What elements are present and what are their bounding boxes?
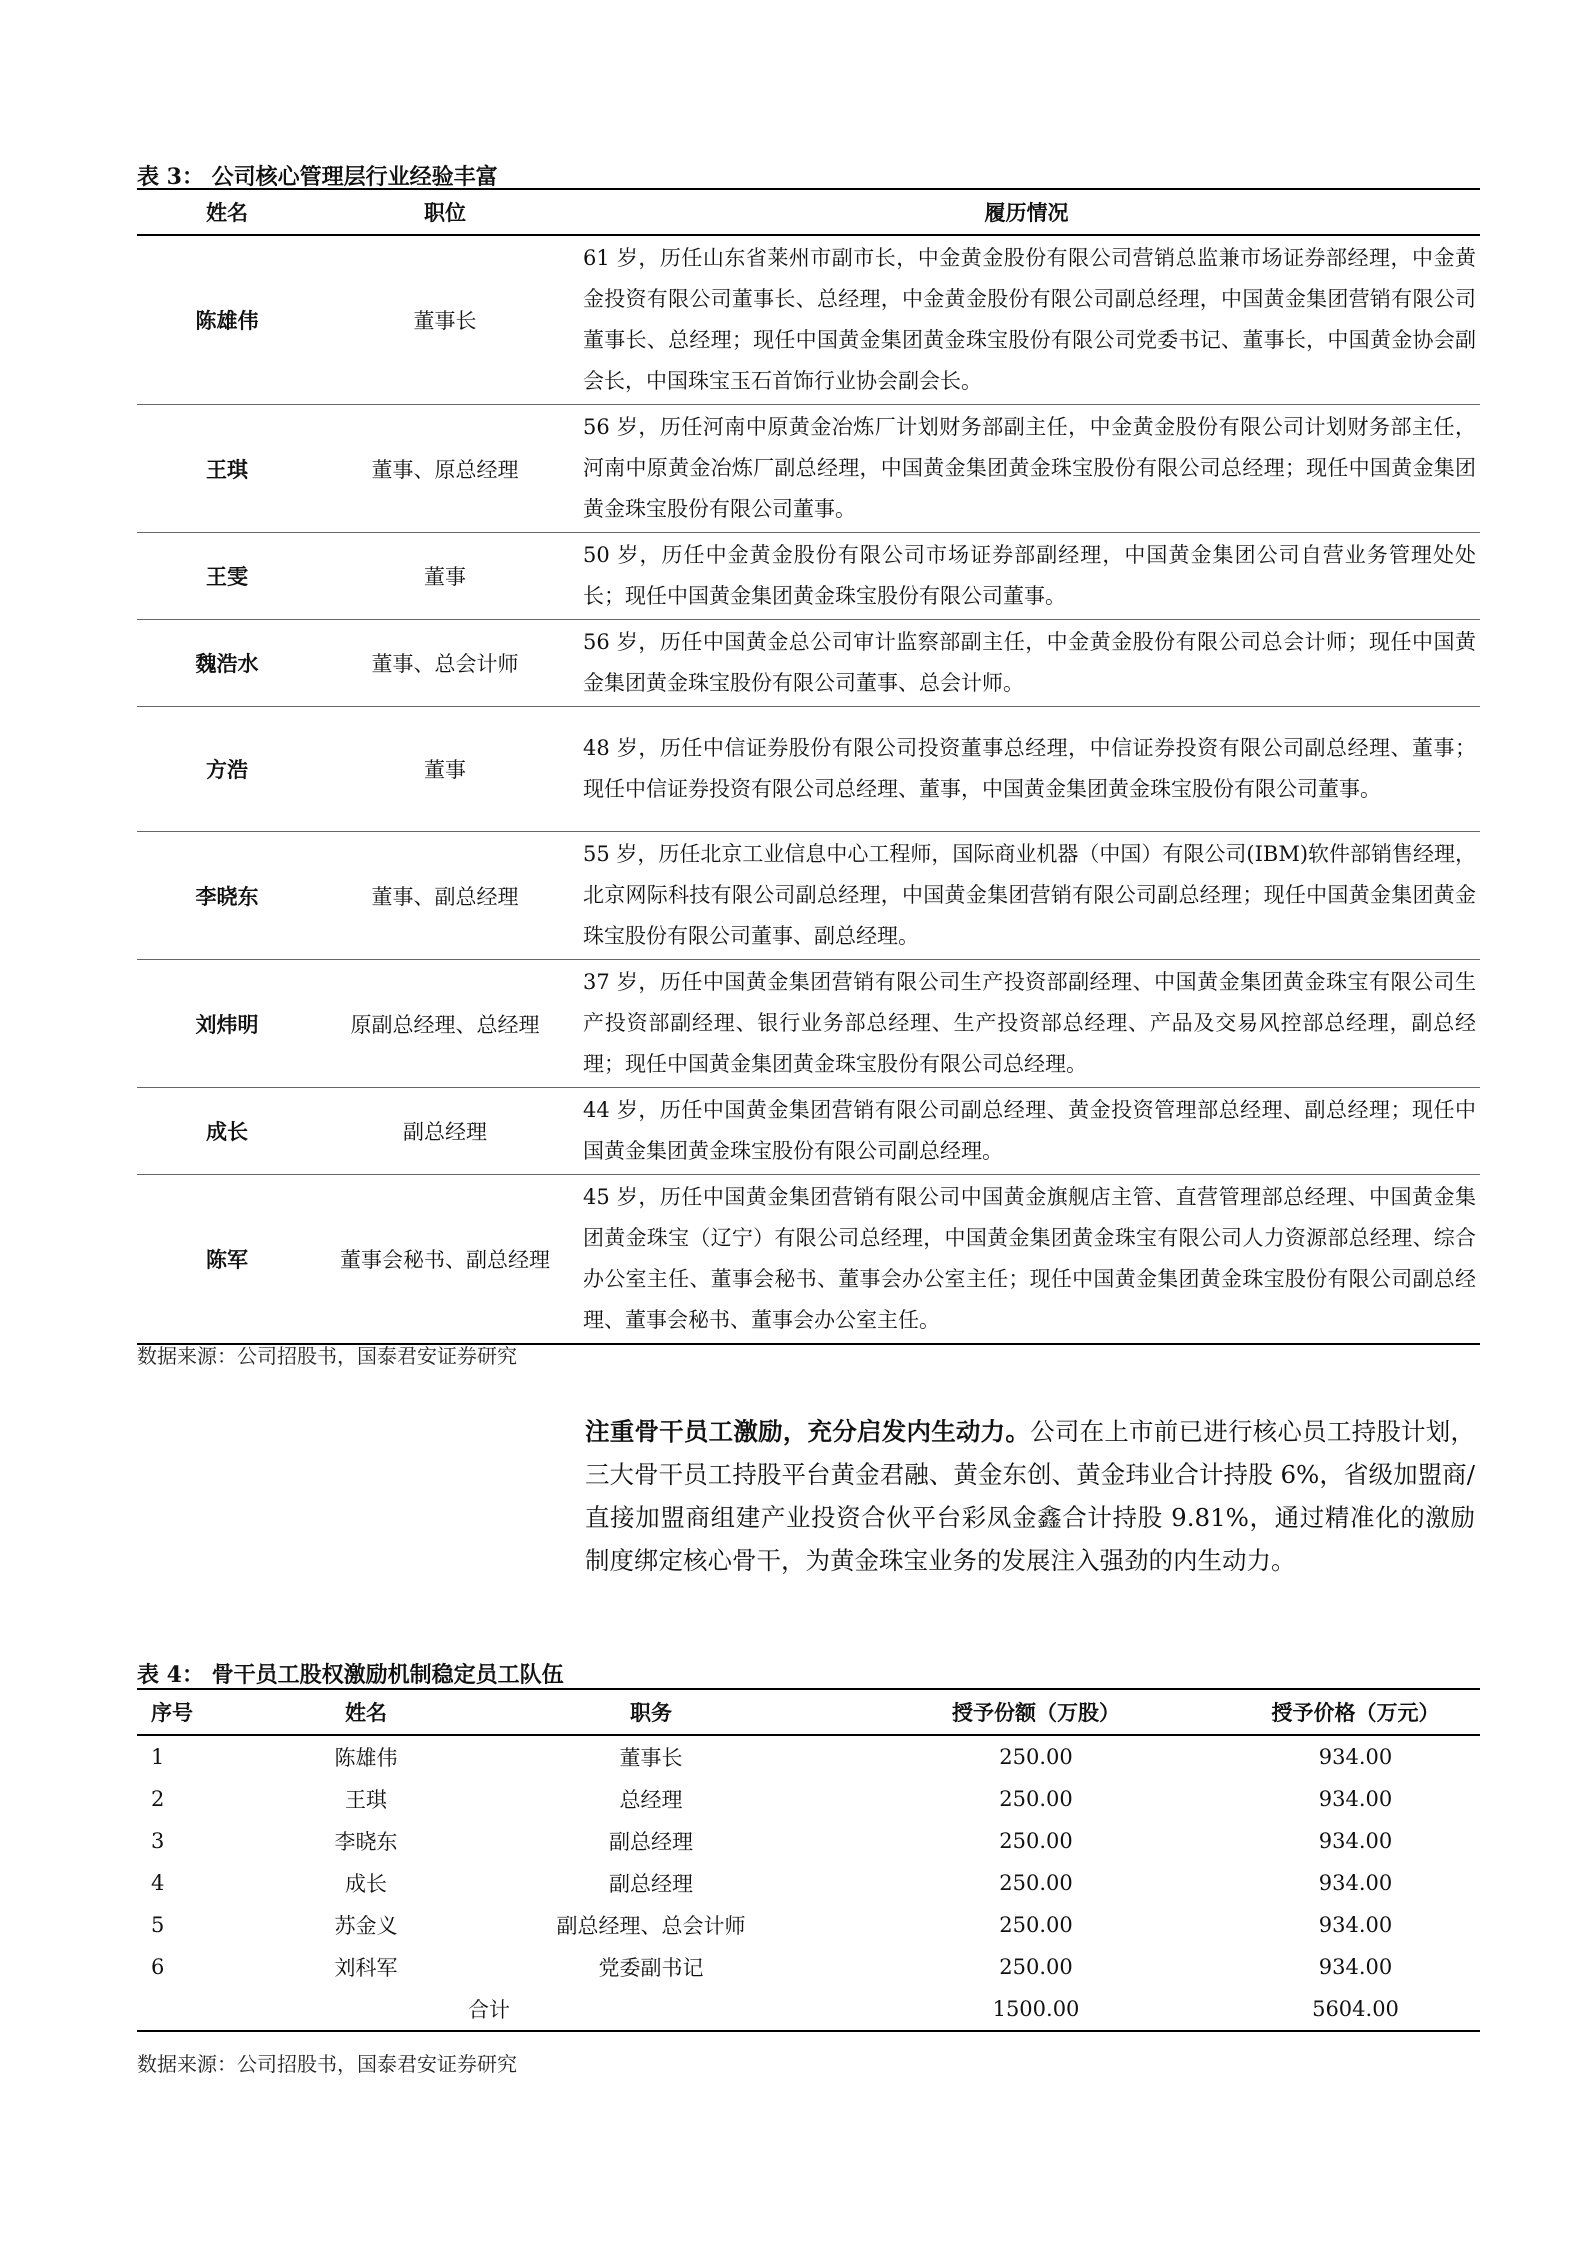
header-seq: 序号 xyxy=(151,1700,193,1725)
person-position: 董事、副总经理 xyxy=(371,884,519,909)
person-resume: 55 岁，历任北京工业信息中心工程师，国际商业机器（中国）有限公司(IBM)软件部销售经理，北京网际科技有限公司副总经理，中国黄金集团营销有限公司副总经理；现任中国黄金集团黄金珠宝股份有限公司董事、副总经理。 xyxy=(583,842,1477,948)
body-paragraph xyxy=(585,1410,1475,1582)
table-row xyxy=(137,832,1480,960)
person-resume: 37 岁，历任中国黄金集团营销有限公司生产投资部副经理、中国黄金集团黄金珠宝有限公司生产投资部副经理、银行业务部总经理、生产投资部总经理、产品及交易风控部总经理，副总经理；现任中国黄金集团黄金珠宝股份有限公司总经理。 xyxy=(583,970,1476,1076)
person-name: 王琪 xyxy=(206,456,248,482)
table-row xyxy=(137,1778,1480,1820)
row-name: 王琪 xyxy=(345,1788,387,1812)
header-position: 职位 xyxy=(424,200,466,225)
person-position: 董事 xyxy=(424,758,466,782)
header-job: 职务 xyxy=(630,1700,672,1725)
row-job: 副总经理 xyxy=(609,1872,693,1896)
paragraph-text: 公司在上市前已进行核心员工持股计划，三大骨干员工持股平台黄金君融、黄金东创、黄金玮业合计持股 6%，省级加盟商/直接加盟商组建产业投资合伙平台彩凤金鑫合计持股 9.81%，通过精准化的激励制度绑定核心骨干，为黄金珠宝业务的发展注入强劲的内生动力。 xyxy=(585,1417,1476,1575)
table-row xyxy=(137,405,1480,533)
total-row xyxy=(137,1988,1480,2031)
row-seq: 3 xyxy=(151,1829,165,1853)
person-resume: 48 岁，历任中信证券股份有限公司投资董事总经理，中信证券投资有限公司副总经理、董事；现任中信证券投资有限公司总经理、董事，中国黄金集团黄金珠宝股份有限公司董事。 xyxy=(583,736,1476,801)
row-seq: 2 xyxy=(151,1787,165,1811)
table3-source: 数据来源：公司招股书，国泰君安证券研究 xyxy=(137,1344,517,1368)
person-position: 董事、总会计师 xyxy=(371,652,519,676)
person-resume: 56 岁，历任河南中原黄金冶炼厂计划财务部副主任，中金黄金股份有限公司计划财务部主任，河南中原黄金冶炼厂副总经理，中国黄金集团黄金珠宝股份有限公司总经理；现任中国黄金集团黄金珠宝股份有限公司董事。 xyxy=(583,415,1476,521)
table-row xyxy=(137,1862,1480,1904)
row-name: 成长 xyxy=(345,1872,387,1896)
table4-source: 数据来源：公司招股书，国泰君安证券研究 xyxy=(137,2052,517,2076)
total-price: 5604.00 xyxy=(1312,1997,1399,2021)
row-price: 934.00 xyxy=(1318,1913,1393,1937)
person-name: 王雯 xyxy=(206,564,248,589)
row-price: 934.00 xyxy=(1318,1871,1393,1895)
row-name: 李晓东 xyxy=(334,1830,398,1854)
management-table xyxy=(137,188,1480,1345)
table-row xyxy=(137,1946,1480,1988)
table-row xyxy=(137,1904,1480,1946)
table-row xyxy=(137,533,1480,620)
person-name: 方浩 xyxy=(206,757,248,782)
row-shares: 250.00 xyxy=(999,1913,1073,1937)
person-resume: 50 岁，历任中金黄金股份有限公司市场证券部副经理，中国黄金集团公司自营业务管理处处长；现任中国黄金集团黄金珠宝股份有限公司董事。 xyxy=(583,543,1476,608)
incentive-table xyxy=(137,1688,1480,2032)
row-job: 副总经理 xyxy=(609,1830,693,1854)
person-position: 董事长 xyxy=(413,309,477,333)
person-resume: 44 岁，历任中国黄金集团营销有限公司副总经理、黄金投资管理部总经理、副总经理；现任中国黄金集团黄金珠宝股份有限公司副总经理。 xyxy=(583,1098,1476,1163)
row-price: 934.00 xyxy=(1318,1829,1393,1853)
row-job: 总经理 xyxy=(619,1788,683,1812)
total-shares: 1500.00 xyxy=(992,1997,1080,2021)
table-row xyxy=(137,1088,1480,1175)
person-name: 李晓东 xyxy=(195,883,259,909)
header-name: 姓名 xyxy=(206,200,248,225)
row-job: 董事长 xyxy=(619,1746,683,1770)
total-label: 合计 xyxy=(468,1998,510,2022)
row-shares: 250.00 xyxy=(999,1745,1073,1769)
table-header-row xyxy=(137,189,1480,235)
row-seq: 6 xyxy=(151,1955,165,1979)
row-shares: 250.00 xyxy=(999,1787,1073,1811)
table-row xyxy=(137,1820,1480,1862)
row-shares: 250.00 xyxy=(999,1829,1073,1853)
row-shares: 250.00 xyxy=(999,1955,1073,1979)
row-name: 刘科军 xyxy=(334,1956,398,1980)
paragraph-lead: 注重骨干员工激励，充分启发内生动力。 xyxy=(585,1417,1031,1446)
table-row xyxy=(137,235,1480,405)
row-seq: 4 xyxy=(151,1871,165,1895)
header-shares: 授予份额（万股） xyxy=(952,1700,1120,1725)
header-name: 姓名 xyxy=(345,1700,387,1725)
row-name: 苏金义 xyxy=(334,1914,398,1938)
person-position: 董事会秘书、副总经理 xyxy=(340,1248,550,1272)
table-header-row xyxy=(137,1689,1480,1735)
person-position: 董事、原总经理 xyxy=(371,457,519,482)
person-position: 董事 xyxy=(424,565,466,589)
person-position: 副总经理 xyxy=(403,1120,487,1144)
row-seq: 1 xyxy=(151,1745,165,1769)
person-name: 刘炜明 xyxy=(195,1011,259,1037)
row-shares: 250.00 xyxy=(999,1871,1073,1895)
row-job: 党委副书记 xyxy=(598,1956,704,1980)
row-price: 934.00 xyxy=(1318,1745,1393,1769)
row-price: 934.00 xyxy=(1318,1787,1393,1811)
row-name: 陈雄伟 xyxy=(334,1746,398,1770)
person-position: 原副总经理、总经理 xyxy=(350,1012,540,1037)
table-row xyxy=(137,1175,1480,1345)
table-row xyxy=(137,1735,1480,1778)
table-row xyxy=(137,620,1480,707)
table4-caption: 表 4： 骨干员工股权激励机制稳定员工队伍 xyxy=(137,1662,564,1688)
person-name: 陈雄伟 xyxy=(195,308,259,333)
table3-caption: 表 3： 公司核心管理层行业经验丰富 xyxy=(137,164,498,190)
person-name: 魏浩水 xyxy=(195,651,259,676)
table-row xyxy=(137,707,1480,832)
person-name: 成长 xyxy=(206,1119,248,1144)
row-job: 副总经理、总会计师 xyxy=(556,1914,746,1938)
person-resume: 56 岁，历任中国黄金总公司审计监察部副主任，中金黄金股份有限公司总会计师；现任中国黄金集团黄金珠宝股份有限公司董事、总会计师。 xyxy=(583,630,1476,695)
table-row xyxy=(137,960,1480,1088)
header-price: 授予价格（万元） xyxy=(1271,1700,1440,1725)
header-resume: 履历情况 xyxy=(984,200,1069,225)
person-resume: 61 岁，历任山东省莱州市副市长，中金黄金股份有限公司营销总监兼市场证券部经理，中金黄金投资有限公司董事长、总经理，中金黄金股份有限公司副总经理，中国黄金集团营销有限公司董事长、总经理；现任中国黄金集团黄金珠宝股份有限公司党委书记、董事长，中国黄金协会副会长，中国珠宝玉石首饰行业协会副会长。 xyxy=(583,246,1476,393)
row-price: 934.00 xyxy=(1318,1955,1393,1979)
person-resume: 45 岁，历任中国黄金集团营销有限公司中国黄金旗舰店主管、直营管理部总经理、中国黄金集团黄金珠宝（辽宁）有限公司总经理，中国黄金集团黄金珠宝有限公司人力资源部总经理、综合办公室主任、董事会秘书、董事会办公室主任；现任中国黄金集团黄金珠宝股份有限公司副总经理、董事会秘书、董事会办公室主任。 xyxy=(583,1185,1476,1332)
row-seq: 5 xyxy=(151,1913,165,1937)
person-name: 陈军 xyxy=(206,1247,248,1272)
